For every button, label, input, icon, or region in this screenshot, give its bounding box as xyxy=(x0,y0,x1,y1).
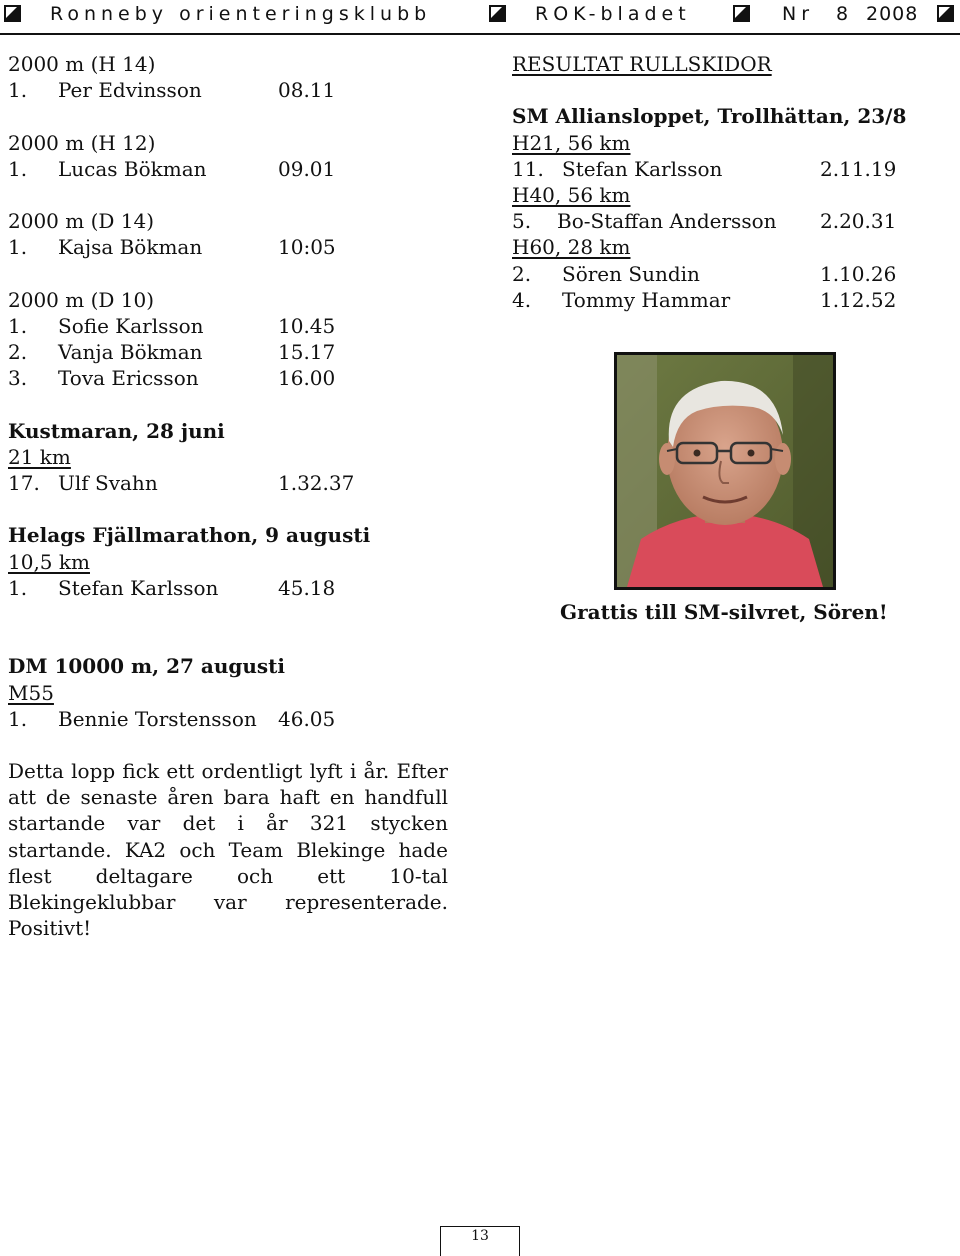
club-name: Ronneby orienteringsklubb xyxy=(50,3,432,25)
paragraph-word: det xyxy=(182,811,216,836)
result-row: 1. Bennie Torstensson 46.05 xyxy=(8,706,336,731)
paragraph-word: 321 xyxy=(309,811,349,836)
result-row: 1. Lucas Bökman 09.01 xyxy=(8,156,336,181)
paragraph-word: Efter xyxy=(396,759,448,783)
paragraph-word: startande. xyxy=(8,837,112,862)
paragraph-word: och xyxy=(179,837,216,862)
paragraph-line: Positivt! xyxy=(8,916,92,941)
square-bullet-icon xyxy=(937,5,954,22)
square-bullet-icon xyxy=(733,5,750,22)
square-bullet-icon xyxy=(4,5,21,22)
event-title: DM 10000 m, 27 augusti xyxy=(8,654,285,679)
section-heading: RESULTAT RULLSKIDOR xyxy=(512,52,772,76)
paragraph-word: Blekinge xyxy=(296,837,386,862)
event-class: M55 xyxy=(8,680,54,705)
paragraph-word: senaste xyxy=(80,785,158,810)
paper-name: ROK-bladet xyxy=(535,3,691,25)
paragraph-word: Blekingeklubbar xyxy=(8,889,176,914)
event-title: Kustmaran, 28 juni xyxy=(8,418,225,443)
paragraph-word: ett xyxy=(317,863,346,888)
class-heading: 2000 m (H 12) xyxy=(8,130,156,155)
portrait-image xyxy=(617,355,833,587)
paragraph-word: haft xyxy=(279,785,320,810)
paragraph-word: lyft xyxy=(309,759,343,783)
paragraph-word: i xyxy=(237,811,244,836)
paragraph-word: flest xyxy=(8,863,52,888)
paragraph-line xyxy=(8,837,448,863)
class-heading: 2000 m (D 10) xyxy=(8,287,155,312)
event-title: Helags Fjällmarathon, 9 augusti xyxy=(8,523,371,548)
paragraph-word: år xyxy=(266,811,288,836)
result-row: 17. Ulf Svahn 1.32.37 xyxy=(8,471,355,495)
paragraph-word: representerade. xyxy=(285,889,448,914)
right-column xyxy=(512,51,952,313)
issue-label: Nr xyxy=(782,3,815,25)
paragraph-line xyxy=(8,810,448,836)
dm-paragraph xyxy=(8,758,448,941)
paragraph-word: att xyxy=(8,785,36,810)
paragraph-line xyxy=(8,889,448,915)
result-row: 1. Per Edvinsson 08.11 xyxy=(8,78,336,103)
result-row: 4. Tommy Hammar 1.12.52 xyxy=(512,287,897,312)
result-row: 3. Tova Ericsson 16.00 xyxy=(8,366,336,391)
paragraph-word: och xyxy=(236,863,274,888)
paragraph-word: i xyxy=(349,759,357,783)
class-heading: H60, 28 km xyxy=(512,235,631,260)
paragraph-line xyxy=(8,863,448,889)
issue-number: 8 xyxy=(836,3,849,25)
page-header xyxy=(0,0,960,34)
paragraph-word: ett xyxy=(166,759,195,783)
paragraph-word: var xyxy=(127,811,161,836)
left-column xyxy=(8,51,448,732)
paragraph-word: lopp xyxy=(71,759,116,783)
paragraph-word: startande xyxy=(8,811,106,836)
paragraph-word: år. xyxy=(363,759,390,783)
result-row: 5. Bo-Staffan Andersson 2.20.31 xyxy=(512,209,897,234)
header-rule xyxy=(0,33,960,35)
paragraph-word: Detta xyxy=(8,759,64,783)
result-row: 1. Sofie Karlsson 10.45 xyxy=(8,313,336,338)
result-row: 2. Sören Sundin 1.10.26 xyxy=(512,261,897,286)
result-row: 1. Stefan Karlsson 45.18 xyxy=(8,575,336,600)
paragraph-word: var xyxy=(213,889,247,914)
event-distance: 21 km xyxy=(8,444,71,469)
paragraph-word: fick xyxy=(122,759,160,783)
paragraph-word: ordentligt xyxy=(201,759,303,783)
paragraph-line xyxy=(8,758,448,784)
class-heading: H21, 56 km xyxy=(512,130,631,155)
paragraph-word: åren xyxy=(167,785,214,810)
paragraph-word: bara xyxy=(223,785,270,810)
result-row: 11. Stefan Karlsson 2.11.19 xyxy=(512,156,897,181)
class-heading: 2000 m (H 14) xyxy=(8,52,156,76)
portrait-photo xyxy=(614,352,836,590)
paragraph-word: handfull xyxy=(364,785,448,810)
event-distance: 10,5 km xyxy=(8,549,90,574)
paragraph-word: deltagare xyxy=(95,863,193,888)
paragraph-word: hade xyxy=(398,837,448,862)
paragraph-word: en xyxy=(329,785,355,810)
class-heading: H40, 56 km xyxy=(512,182,631,207)
square-bullet-icon xyxy=(489,5,506,22)
class-heading: 2000 m (D 14) xyxy=(8,209,155,234)
photo-caption: Grattis till SM-silvret, Sören! xyxy=(560,600,888,624)
paragraph-word: Team xyxy=(228,837,284,862)
paragraph-word: stycken xyxy=(370,811,448,836)
page-number: 13 xyxy=(471,1228,489,1244)
event-title: SM Alliansloppet, Trollhättan, 23/8 xyxy=(512,104,907,129)
issue-year: 2008 xyxy=(866,3,919,25)
paragraph-word: de xyxy=(45,785,71,810)
paragraph-word: 10-tal xyxy=(389,863,448,888)
result-row: 2. Vanja Bökman 15.17 xyxy=(8,340,336,365)
paragraph-word: KA2 xyxy=(124,837,167,862)
result-row: 1. Kajsa Bökman 10:05 xyxy=(8,235,336,260)
paragraph-line xyxy=(8,784,448,810)
